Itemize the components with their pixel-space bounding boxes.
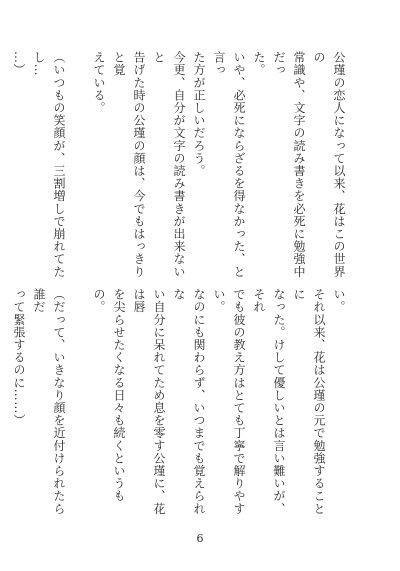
lower-text-block: い。 それ以来、花は公瑾の元で勉強することに なった。けして優しいとは言い難いが、それ でも彼の教え方はとても丁寧で解りやすい。 なのにも関わらず、いつまでも覚えられな い自分に呆れてため息を零す公瑾に、花は唇 を尖らせたくなる日々も続くというもの。 （だって、いきなり顔を近付けられたら誰だ って緊張するのに……） [12,288,346,515]
page-number: 6 [196,532,204,545]
upper-text-block: 公瑾の恋人になって以来、花はこの世界の 常識や、文字の読み書きを必死に勉強中だっ た。 いや、必死にならざるを得なかった、と言っ た方が正しいだろう。 今更、自分が文字の読み書きが出来ないと 告げた時の公瑾の顔は、今でもはっきりと覚 えている。 （いつもの笑顔が、三割増しで崩れてたし… …） [12,51,346,278]
